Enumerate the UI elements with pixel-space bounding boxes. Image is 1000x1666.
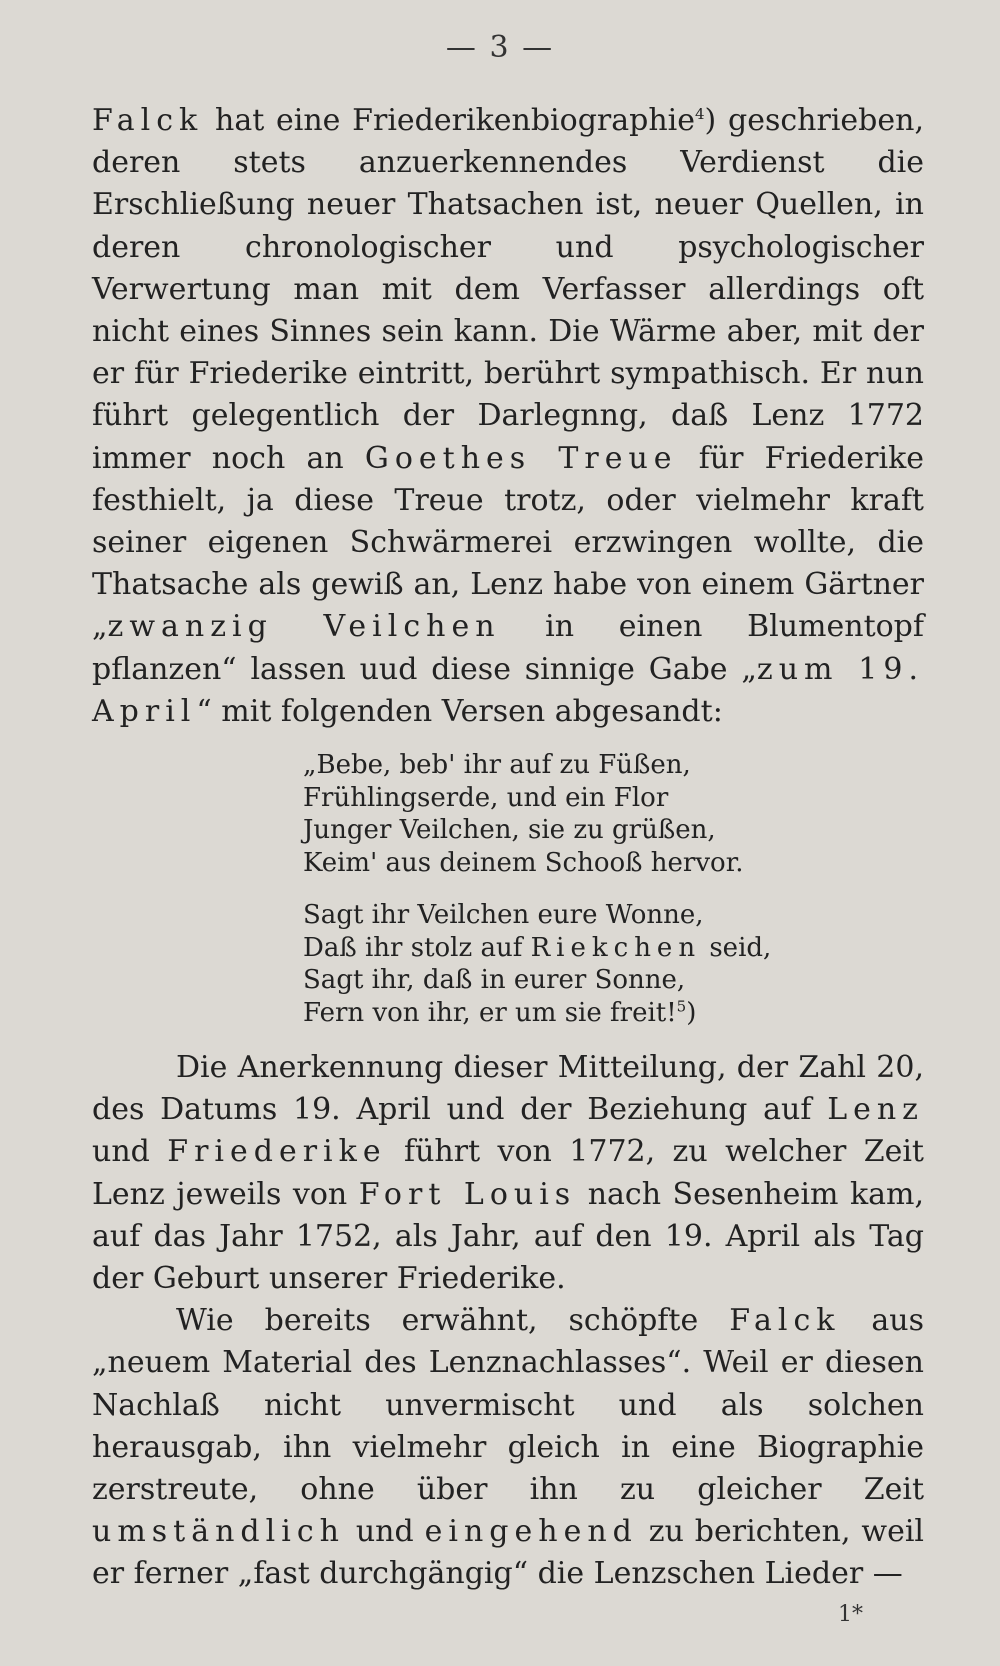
- poem-line: Sagt ihr Veilchen eure Wonne,: [303, 900, 704, 931]
- poem-stanza-1: [303, 749, 924, 879]
- text-run: ) geschrieben, deren stets anzuerkennendes Verdienst die Erschließung neuer Thatsachen ist, neuer Quellen, in deren chronologischer und psychologischer Verwertung man mit dem Verfasser allerdings oft nicht eines Sinnes sein kann. Die Wärme aber, mit der er für Friederike eintritt, berührt sympathisch. Er nun führt gelegentlich der Darlegnng, daß Lenz 1772 immer noch an: [92, 103, 924, 476]
- poem-line: [303, 997, 924, 1030]
- emphasis-friederike: Friederike: [167, 1134, 387, 1170]
- text-run: führt von 1772, zu welcher Zeit Lenz jeweils von: [92, 1134, 924, 1212]
- text-run: in einen Blumentopf pflanzen“ lassen uud diese sinnige Gabe „: [92, 609, 924, 687]
- emphasis-falck: Falck: [729, 1303, 841, 1339]
- text-run: nach Sesenheim kam, auf das Jahr 1752, als Jahr, auf den 19. April als Tag der Geburt unserer Friederike.: [92, 1176, 924, 1297]
- text-run: und: [344, 1514, 425, 1550]
- emphasis-goethes-treue: Goethes Treue: [364, 440, 678, 476]
- text-run: Die Anerkennung dieser Mitteilung, der Zahl 20, des Datums 19. April und der Beziehung auf: [92, 1050, 924, 1128]
- emphasis-zwanzig-veilchen: zwanzig Veilchen: [107, 609, 501, 645]
- text-run: aus „neuem Material des Lenznachlasses“. Weil er diesen Nachlaß nicht unvermischt und als solchen herausgab, ihn vielmehr gleich in eine Biographie zerstreute, ohne über ihn zu gleicher Zeit: [92, 1303, 924, 1508]
- paragraph-lenznachlass: [92, 1300, 924, 1595]
- emphasis-fort-louis: Fort Louis: [358, 1176, 577, 1212]
- poem-line: „Bebe, beb' ihr auf zu Füßen,: [303, 750, 691, 781]
- text-run: “ mit folgenden Versen abgesandt:: [196, 693, 723, 729]
- emphasis-falck: Falck: [92, 103, 204, 138]
- text-run: für Friederike festhielt, ja diese Treue trotz, oder vielmehr kraft seiner eigenen Schwärmerei erzwingen wollte, die Thatsache als gewiß an, Lenz habe von einem Gärtner „: [92, 440, 924, 645]
- poem-line: Frühlingserde, und ein Flor: [303, 782, 669, 813]
- poem-stanza-2: [303, 899, 924, 1029]
- poem-line: Junger Veilchen, sie zu grüßen,: [303, 815, 716, 846]
- page-number: — 3 —: [445, 30, 555, 65]
- poem-line: Keim' aus deinem Schooß hervor.: [303, 847, 744, 878]
- text-run: zu berichten, weil er ferner „fast durchgängig“ die Lenzschen Lieder —: [92, 1514, 925, 1592]
- text-run: Fern von ihr, er um sie freit!: [303, 997, 677, 1028]
- footnote-ref-5: 5: [676, 996, 687, 1015]
- emphasis-zum-19-april: zum 19. April: [92, 651, 924, 729]
- text-run: hat eine Friederikenbiographie: [203, 103, 695, 138]
- body-text: [92, 100, 924, 1596]
- text-run: Daß ihr stolz auf: [303, 932, 531, 963]
- poem-line: [303, 932, 924, 965]
- signature-mark: 1*: [838, 1602, 863, 1627]
- poem-line: Sagt ihr, daß in eurer Sonne,: [303, 965, 686, 996]
- text-run: seid,: [701, 932, 772, 963]
- paragraph-falck-biography: [92, 100, 924, 733]
- emphasis-riekchen: Riekchen: [530, 932, 702, 963]
- text-run: Wie bereits erwähnt, schöpfte: [176, 1303, 730, 1339]
- poem: [303, 749, 924, 1029]
- emphasis-eingehend: eingehend: [424, 1514, 638, 1550]
- emphasis-lenz: Lenz: [827, 1092, 924, 1128]
- text-run: und: [92, 1134, 168, 1170]
- footnote-ref-4: 4: [695, 105, 705, 123]
- paragraph-anerkennung: [92, 1047, 924, 1300]
- emphasis-umstaendlich: umständlich: [92, 1514, 345, 1550]
- text-run: ): [686, 997, 697, 1028]
